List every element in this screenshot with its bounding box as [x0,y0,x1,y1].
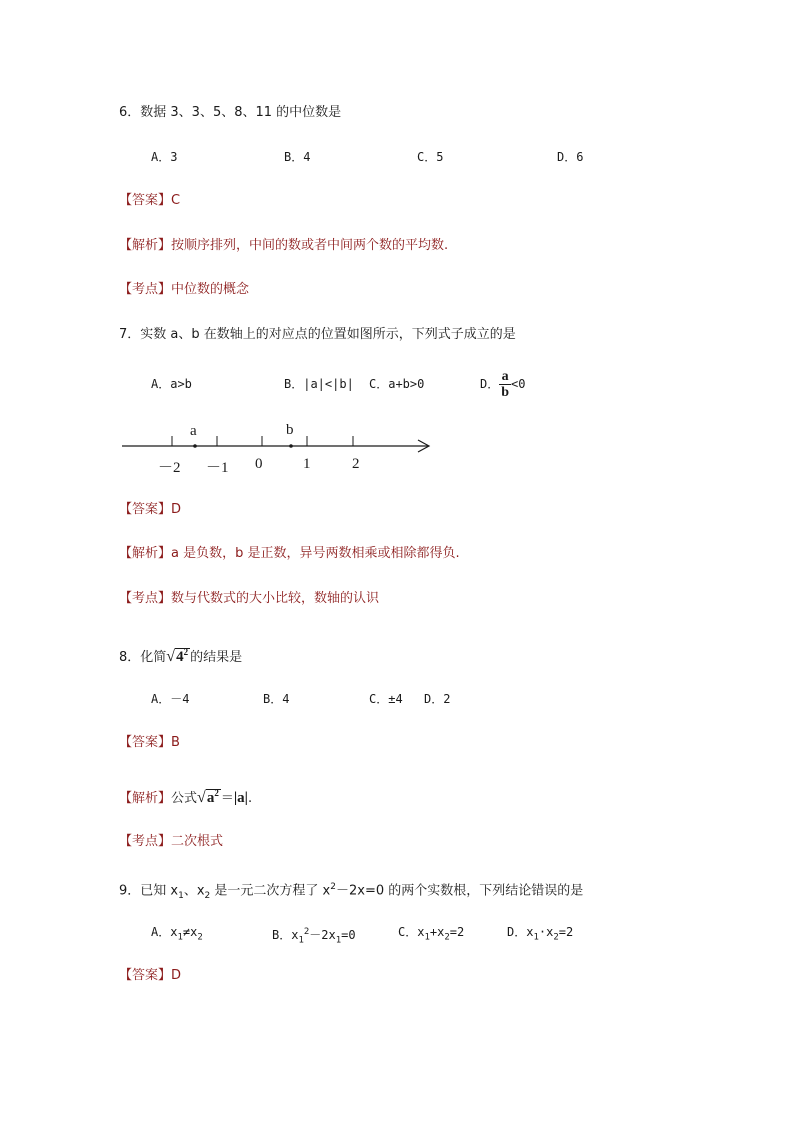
q7-analysis [119,545,460,563]
formula-equals: ＝ [220,791,234,806]
q9-option-d: D．$x_1\cdot x_2=2$ [507,925,574,943]
q9-answer [119,967,181,985]
formula-exponent: 2 [214,788,219,798]
point-a-dot [193,444,197,448]
q8-point [119,833,223,851]
answer-label: 【答案】 [119,502,172,517]
q7-point [119,590,379,608]
tick-label-1: 1 [303,456,311,472]
q9-stem-d: －2x=0 的两个实数根，下列结论错误的是 [335,883,584,899]
q9-option-b: B．$x_1^2-2x_1=0$ [272,927,356,946]
answer-value: D [171,502,182,517]
radicand-exponent: 2 [183,647,189,657]
analysis-text: a 是负数，b 是正数，异号两数相乘或相除都得负. [171,546,460,561]
answer-value: D [171,968,182,983]
q9-option-c: C．$x_1+x_2=2$ [398,925,465,943]
sqrt-a-squared: $√a^2$ [197,788,219,806]
point-label: 【考点】 [119,591,172,606]
q6-answer [119,192,180,210]
point-label: 【考点】 [119,282,172,297]
tick-label-0: 0 [255,456,263,472]
q6-option-b: B．4 [284,150,311,164]
answer-label: 【答案】 [119,735,172,750]
q7-option-d [480,366,525,402]
fraction-a-over-b [499,369,511,400]
point-text: 中位数的概念 [171,282,250,297]
analysis-post: . [247,791,253,806]
q9-stem-a: 9．已知 x [119,883,179,899]
formula-radicand: a [206,790,215,806]
q9-sub1: 1 [178,890,184,901]
fraction-denominator: b [501,385,510,400]
tick-label-minus-2: －2 [158,460,181,476]
q8-stem-post: 的结果是 [190,650,243,665]
q6-option-d: D．6 [557,150,584,164]
q8-option-d: D．2 [424,692,451,706]
answer-label: 【答案】 [119,193,172,208]
point-a-label: a [190,423,197,439]
q8-option-a: A．－4 [151,692,190,706]
q9-sub2: 2 [204,890,211,901]
analysis-label: 【解析】 [119,791,172,806]
point-text: 数与代数式的大小比较，数轴的认识 [171,591,380,606]
q7-option-a: A．a>b [151,377,192,391]
q7-option-c: C．a+b>0 [369,377,425,391]
q7-stem: 7．实数 a、b 在数轴上的对应点的位置如图所示，下列式子成立的是 [119,327,516,342]
radicand: 4 [176,649,184,665]
point-b-dot [289,444,293,448]
q8-option-b: B．4 [263,692,290,706]
q8-answer [119,734,180,752]
sqrt-4-squared: $√4^2$ [166,647,189,665]
answer-label: 【答案】 [119,968,172,983]
number-line [118,420,438,460]
q9-stem-c: 是一元二次方程了 x [210,883,331,899]
q8-option-c: C．±4 [369,692,403,706]
q7-option-b: B．|a|<|b| [284,377,354,391]
fraction-numerator: a [499,369,511,385]
q6-option-a: A．3 [151,150,178,164]
tick-label-minus-1: －1 [206,460,229,476]
q6-analysis [119,237,448,255]
q9-sup2: 2 [330,882,336,892]
q7-answer [119,501,181,519]
fraction-tail: <0 [511,377,526,391]
answer-value: B [171,735,180,750]
analysis-text: 按顺序排列，中间的数或者中间两个数的平均数. [171,238,449,253]
q8-stem [119,641,242,669]
q8-stem-pre: 8．化简 [119,650,167,665]
formula-abs-a: |a| [233,790,248,806]
answer-value: C [171,193,181,208]
point-text: 二次根式 [171,834,224,849]
option-d-label: D． [480,377,500,391]
tick-label-2: 2 [352,456,360,472]
q6-stem: 6．数据 3、3、5、8、11 的中位数是 [119,105,342,120]
analysis-label: 【解析】 [119,546,172,561]
analysis-label: 【解析】 [119,238,172,253]
analysis-pre: 公式 [171,791,198,806]
q6-option-c: C．5 [417,150,444,164]
q6-point [119,281,249,299]
q9-option-a: A．$x_1\ne x_2$ [151,925,203,943]
point-b-label: b [286,422,294,438]
q9-stem [119,878,583,905]
q8-analysis [119,782,252,810]
q9-stem-b: 、x [183,883,205,899]
point-label: 【考点】 [119,834,172,849]
